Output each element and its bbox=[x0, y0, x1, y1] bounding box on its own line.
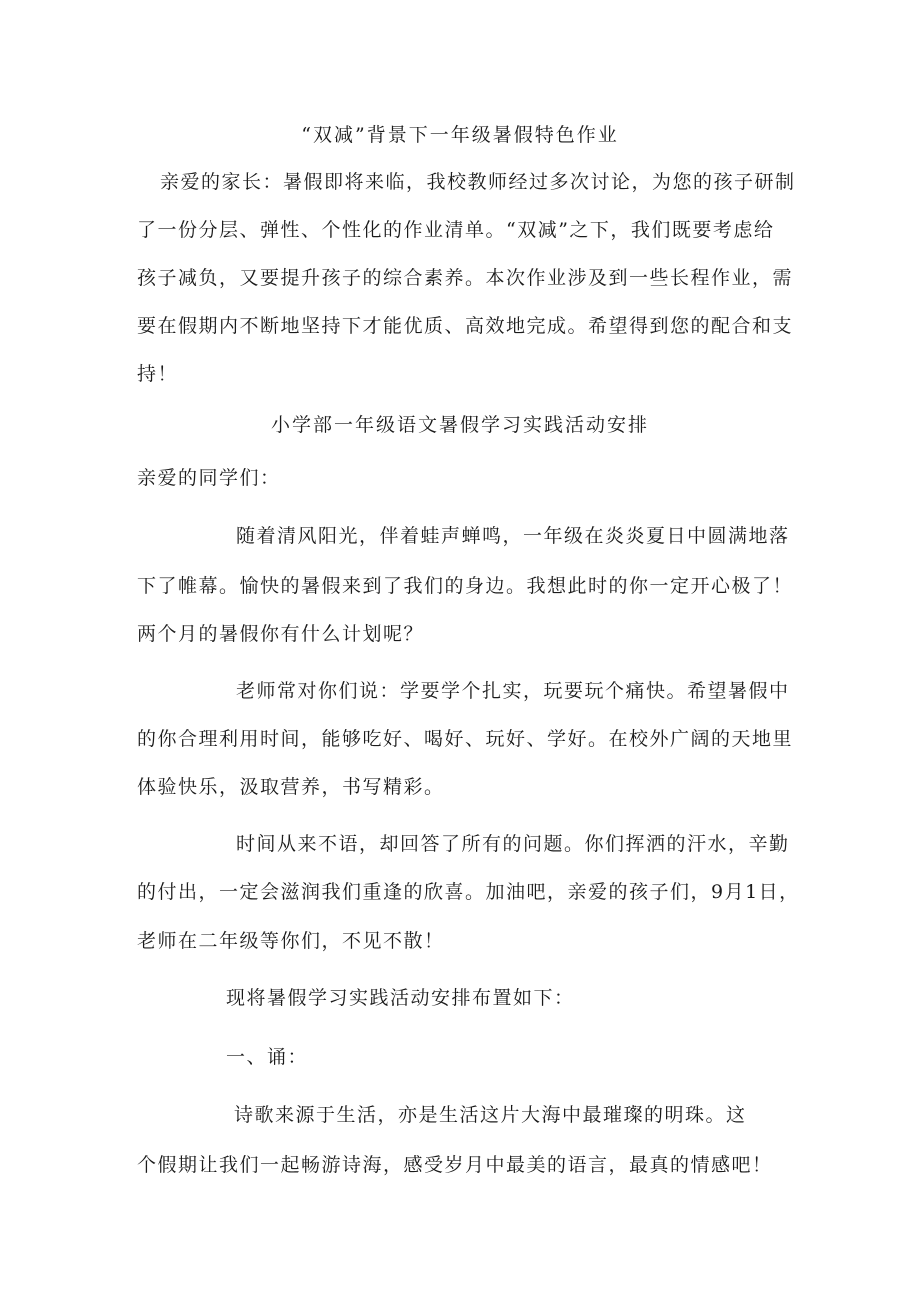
greeting: 亲爱的同学们： bbox=[137, 467, 281, 489]
section1-line-1: 诗歌来源于生活，亦是生活这片大海中最璀璨的明珠。这 bbox=[234, 1104, 747, 1126]
arrangement-intro: 现将暑假学习实践活动安排布置如下： bbox=[226, 987, 575, 1009]
intro-line-4: 要在假期内不断地坚持下才能优质、高效地完成。希望得到您的配合和支 bbox=[137, 315, 794, 337]
para3-line-2: 的付出，一定会滋润我们重逢的欣喜。加油吧，亲爱的孩子们，9月1日， bbox=[137, 881, 800, 903]
para2-line-1: 老师常对你们说：学要学个扎实，玩要玩个痛快。希望暑假中 bbox=[236, 680, 790, 702]
intro-line-2: 了一份分层、弹性、个性化的作业清单。“双减”之下，我们既要考虑给 bbox=[137, 219, 775, 241]
para2-line-3: 体验快乐，汲取营养，书写精彩。 bbox=[137, 776, 445, 798]
intro-line-5: 持！ bbox=[137, 363, 179, 385]
para3-line-3: 老师在二年级等你们，不见不散！ bbox=[137, 930, 445, 952]
document-title: “双减”背景下一年级暑假特色作业 bbox=[301, 124, 619, 146]
section-title: 小学部一年级语文暑假学习实践活动安排 bbox=[270, 414, 649, 436]
section1-heading: 一、诵： bbox=[226, 1046, 309, 1068]
para2-line-2: 的你合理利用时间，能够吃好、喝好、玩好、学好。在校外广阔的天地里 bbox=[137, 728, 794, 750]
intro-line-1: 亲爱的家长：暑假即将来临，我校教师经过多次讨论，为您的孩子研制 bbox=[160, 171, 796, 193]
para1-line-3: 两个月的暑假你有什么计划呢？ bbox=[137, 623, 425, 645]
para1-line-1: 随着清风阳光，伴着蛙声蝉鸣，一年级在炎炎夏日中圆满地落 bbox=[236, 525, 790, 547]
section1-line-2: 个假期让我们一起畅游诗海，感受岁月中最美的语言，最真的情感吧！ bbox=[137, 1154, 773, 1176]
para3-line-1: 时间从来不语，却回答了所有的问题。你们挥洒的汗水，辛勤 bbox=[236, 833, 790, 855]
para1-line-2: 下了帷幕。愉快的暑假来到了我们的身边。我想此时的你一定开心极了！ bbox=[137, 575, 794, 597]
intro-line-3: 孩子减负，又要提升孩子的综合素养。本次作业涉及到一些长程作业，需 bbox=[137, 267, 794, 289]
